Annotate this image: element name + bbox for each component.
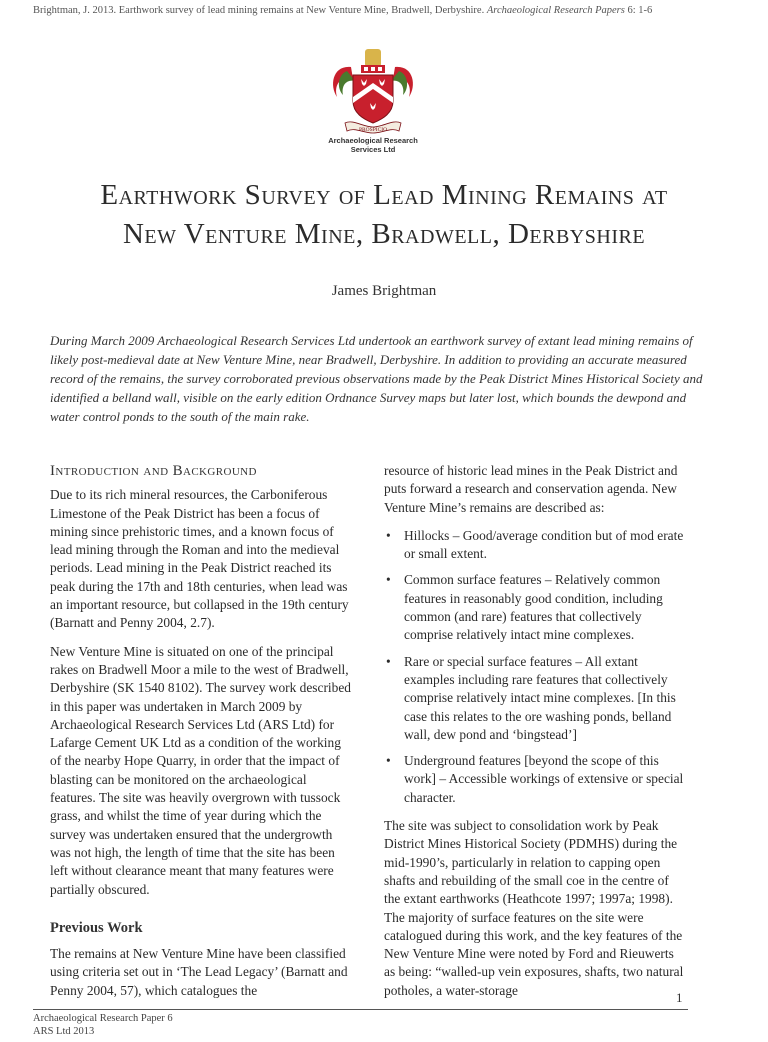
running-head-journal: Archaeological Research Papers [486, 5, 625, 16]
list-item [384, 527, 687, 564]
author-name: James Brightman [331, 283, 437, 299]
paragraph: The remains at New Venture Mine have been classified using criteria set out in ‘The Lead Legacy’ (Barnatt and Penny 2004, 57), which catalogues the [50, 946, 348, 998]
section-heading-introduction: Introduction and Background [50, 463, 257, 479]
footer-line2: ARS Ltd 2013 [33, 1026, 95, 1037]
paragraph: resource of historic lead mines in the Peak District and puts forward a research and conservation agenda. New Venture Mine’s remains are described as: [384, 463, 678, 515]
footer-divider [33, 1009, 688, 1010]
footer-line1: Archaeological Research Paper 6 [33, 1013, 173, 1024]
ars-logo [318, 45, 428, 154]
subheading-previous-work: Previous Work [50, 919, 143, 936]
bullet-icon: • [386, 653, 391, 669]
paragraph: The site was subject to consolidation work by Peak District Mines Historical Society (PDMHS) during the mid-1990’s, particularly in relation to capping open shafts and rebuilding of the small coe in the centre of the extant earthworks (Heathcote 1997; 1997a; 1998). The majority of surface features on the site were catalogued during this work, and the key features of the New Venture Mine were noted by Ford and Rieuwerts as being: “walled-up vein exposures, shafts, two natural potholes, a water-storage [384, 818, 684, 998]
logo-caption-line1: Archaeological Research [328, 136, 418, 145]
paper-title [40, 176, 728, 254]
left-column [50, 462, 353, 1010]
paragraph: Due to its rich mineral resources, the Carboniferous Limestone of the Peak District has been a focus of mining since prehistoric times, and a known focus of lead mining through the Roman and into the medieval periods. Lead mining in the Peak District reached its peak during the 17th and 18th centuries, when lead was an important resource, but collapsed in the 19th century (Barnatt and Penny 2004, 2.7). [50, 487, 349, 631]
abstract [50, 331, 718, 426]
list-item-text: Rare or special surface features – All extant examples including rare features that collectively comprise relatively intact mine complexes. [In this case this relates to the ore washing ponds, belland wall, dew pond and ‘bingstead’] [404, 653, 676, 742]
criteria-list [384, 527, 687, 807]
bullet-icon: • [386, 753, 391, 769]
list-item-text: Underground features [beyond the scope of this work] – Accessible workings of extensive or special character. [404, 753, 684, 805]
running-head [33, 5, 652, 16]
paper-title-line2: New Venture Mine, Bradwell, Derbyshire [122, 218, 646, 250]
logo-caption-line2: Services Ltd [350, 144, 396, 154]
list-item [384, 653, 687, 744]
paragraph: New Venture Mine is situated on one of the principal rakes on Bradwell Moor a mile to the west of Bradwell, Derbyshire (SK 1540 8102). The survey work described in this paper was undertaken in March 2009 by Archaeological Research Services Ltd (ARS Ltd) for Lafarge Cement UK Ltd as a condition of the working of the nearby Hope Quarry, in order that the impact of blasting can be monitored on the archaeological features. The site was heavily overgrown with tussock grass, and whilst the time of year during which the survey was undertaken ensured that the undergrowth was not high, the length of time that the site has been left without clearance meant that many features were partially obscured. [50, 643, 351, 897]
abstract-text: During March 2009 Archaeological Research Services Ltd undertook an earthwork survey of extant lead mining remains of likely post-medieval date at New Venture Mine, near Bradwell, Derbyshire. In addition to providing an accurate measured record of the remains, the survey corroborated previous observations made by the Peak District Mines Historical Society and identified a belland wall, visible on the early edition Ordnance Survey maps but later lost, which bounds the dewpond and water control ponds to the south of the main rake. [50, 333, 703, 424]
logo-motto: PROSPICIO [358, 127, 388, 133]
coat-of-arms-icon [323, 45, 423, 135]
list-item-text: Common surface features – Relatively common features in reasonably good condition, including common (and rare) features that collectively comprise relatively intact mine complexes. [404, 572, 663, 643]
bullet-icon: • [386, 572, 391, 588]
right-column [384, 462, 687, 1010]
bullet-icon: • [386, 527, 391, 543]
footer [33, 1012, 173, 1038]
list-item [384, 752, 687, 807]
logo-caption [318, 137, 428, 154]
running-head-pages: 6: 1-6 [627, 5, 653, 16]
list-item-text: Hillocks – Good/average condition but of mod erate or small extent. [404, 527, 684, 562]
page-number: 1 [676, 990, 683, 1005]
list-item [384, 571, 687, 644]
running-head-citation: Brightman, J. 2013. Earthwork survey of lead mining remains at New Venture Mine, Bradwell, Derbyshire. [33, 5, 485, 16]
paper-title-line1: Earthwork Survey of Lead Mining Remains at [100, 179, 668, 211]
